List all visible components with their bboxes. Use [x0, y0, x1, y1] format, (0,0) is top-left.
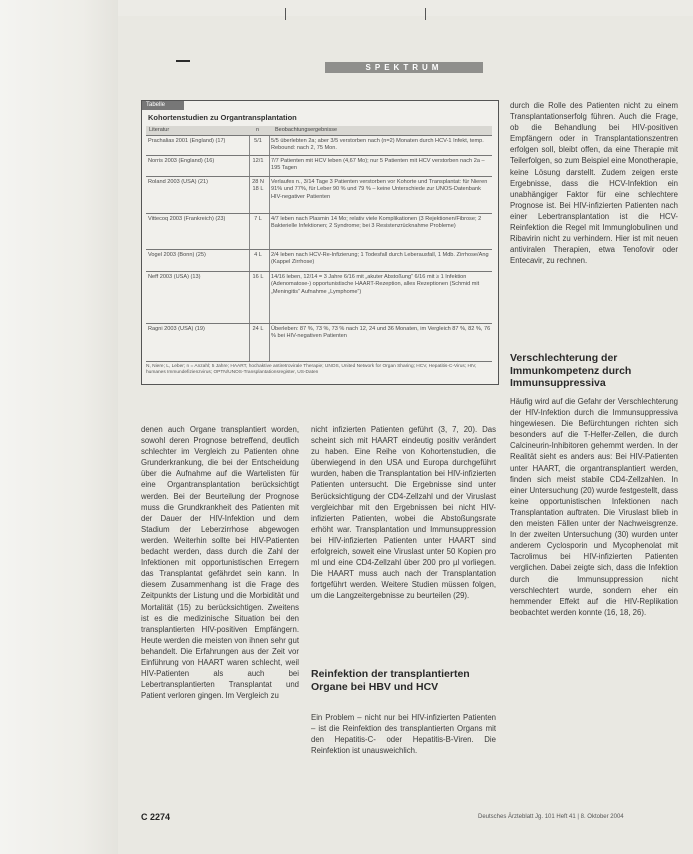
body-text-right: Häufig wird auf die Gefahr der Verschlechterung der HIV-Infektion durch die Immunsuppressiva hingewiesen. Die Befürchtungen richten sich besonders auf die T-Helfer-Zellen, die durch Calcineurin-Inhibitoren gehemmt werden. In der Realität sieht es anders aus: Bei HIV-Patienten unter HAART, die organtransplantiert werden, finden sich meist stabile CD4-Zellzahlen. In einer Untersuchung (20) wurde festgestellt, dass keine opportunistischen Infektionen nach Transplantation auftraten. Die Viruslast blieb in den meisten Fällen unter der Nachweisgrenze. In der zweiten Untersuchung (30) wurden unter anderem Cyclosporin und Mycophenolat mit Tacrolimus bei HIV-infizierten Patienten verglichen. Dabei zeigte sich, dass die Infektion durch die Immunsuppression nicht verschlechtert wurde, sondern eher ein hemmender Effekt auf die HIV-Replikation beobachtet werden konnte (16, 18, 26). [510, 397, 678, 617]
row-n: 12/1 [252, 158, 264, 164]
row-n: 4 L [254, 252, 262, 258]
row-literature: Roland 2003 (USA) (21) [148, 179, 209, 185]
body-text-left: denen auch Organe transplantiert worden, sowohl deren Prognose betreffend, deutlich schlechter im Vergleich zu Patienten ohne Grunderkrankung, die bei der Entscheidung über die Aufnahme auf die Wartelisten für eine Organtransplantation berücksichtigt werden. Bei der Beurteilung der Prognose muss die Grundkrankheit des Patienten mit der Dauer der HIV-Infektion und dem Stadium der Leberzirrhose abgewogen werden. Weiterhin sollte bei HIV-Patienten bedacht werden, dass durch die Zahl der Infektionen mit opportunistischen Erregern das Transplantat gefährdet sein kann. In diesem Zusammenhang ist die Frage des Zeitpunkts der Listung und die Morbidität und Mortalität (15) zu berücksichtigen. Zweitens ist es die medizinische Situation bei den transplantierten HIV-positiven Empfängern. Heute werden die meisten von ihnen sehr gut behandelt. Die Erfahrungen aus der Zeit vor Einführung von HAART waren schlecht, weil HIV-Patienten als auch bei Lebertransplantierten Transplantat und Patient verloren gingen. Im Vergleich zu [141, 425, 299, 701]
body-text-middle: nicht infizierten Patienten geführt (3, 7, 20). Das scheint sich mit HAART eindeutig positiv verändert zu haben. Eine Reihe von Kohortenstudien, die überwiegend in den USA und Europa durchgeführt wurden, haben die Transplantation bei HIV-infizierten Patienten untersucht. Die Ergebnisse sind unter Berücksichtigung der CD4-Zellzahl und der Viruslast vergleichbar mit den Ergebnissen bei nicht HIV-infizierten Patienten, wobei die Abstoßungsrate erhöht war. Transplantation und Immunsuppression bei HIV-infizierten Patienten unter HAART sind erfolgreich, soweit eine Viruslast unter 50 Kopien pro ml und eine CD4-Zellzahl über 200 pro µl vorliegen. Die HAART muss auch nach der Transplantation fortgeführt werden. Weitere Studien müssen folgen, um die Langzeitergebnisse zu beurteilen (29). [311, 425, 496, 601]
table-header [146, 126, 492, 135]
row-result: 14/16 leben, 12/14 = 3 Jahre 6/16 mit „akuter Abstoßung“ 6/16 mit ≥ 1 Infektion (Adenomatose-) opportunistische HAART-Rezeption, alles Rezeptionen (Schmid mit „Meningitis“ Aufnahme „Lymphome“) [271, 274, 480, 295]
row-result: 7/7 Patienten mit HCV leben (4,67 Mo); nur 5 Patienten mit HCV verstorben nach 2a – 195 Tagen [271, 158, 485, 172]
row-literature: Norris 2003 (England) (16) [148, 158, 215, 164]
row-literature: Neff 2003 (USA) (13) [148, 274, 201, 280]
col-header-n: n [256, 127, 260, 133]
row-result: 2/4 leben nach HCV-Re-Infizierung; 1 Todesfall durch Leberausfall, 1 Mdb. Zirrhose/Ang (Kappel Zirrhose) [271, 252, 489, 266]
crop-mark [425, 8, 426, 20]
table-row [146, 249, 492, 272]
table-row [146, 323, 492, 362]
table-footnote: N, Niere; L, Leber; n = Anzahl; 5 Jahre; HAART, hochaktive antiretrovirale Therapie; UNOS, United Network for Organ Sharing; HCV, Hepatitis-C-Virus; HIV, humanes Immundefizienzvirus; OPTN/UNOS-Transplantationsregister, US-Daten [146, 361, 492, 376]
row-literature: Prachalias 2001 (England) (17) [148, 138, 226, 144]
body-text-right-top: durch die Rolle des Patienten nicht zu einem Transplantationserfolg führen. Auch die Frage, ob die Behandlung bei HIV-positiven Empfängern oder in Transplantationszentren erfolgen soll, bleibt offen, da eine Therapie mit Teilerfolgen, so zum Beispiel eine Monotherapie, keine Lösung darstellt. Zudem zeigen erste Ergebnisse, dass die HCV-Infektion ein unabhängiger Faktor für eine schlechtere Prognose ist. Bei HIV-infizierten Patienten nach einer Lebertransplantation ist die HCV-Reinfektion die Regel mit Immunglobulinen und Ribavirin nicht zu verhindern. Hier ist mit neuen antiviralen Therapien, etwa Tenofovir oder Entecavir, zu rechnen. [510, 101, 678, 266]
row-n: 5/1 [254, 138, 262, 144]
journal-footer: Deutsches Ärzteblatt Jg. 101 Heft 41 | 8. Oktober 2004 [478, 814, 624, 820]
col-header-results: Beobachtungsergebnisse [275, 127, 338, 133]
section-header: SPEKTRUM [325, 62, 483, 73]
row-n: 28 N 18 L [252, 179, 264, 193]
row-literature: Ragni 2003 (USA) (19) [148, 326, 205, 332]
table-row [146, 155, 492, 177]
row-literature: Vittecoq 2003 (Frankreich) (23) [148, 216, 226, 222]
row-literature: Vogel 2003 (Bonn) (25) [148, 252, 206, 258]
row-result: 5/5 überlebten 2a; aber 3/5 verstorben nach (n=2) Monaten durch HCV-1 Infekt, temp. Rebound: nach 2, 75 Mon. [271, 138, 484, 152]
page-gutter [0, 0, 118, 854]
section-heading-reinfektion: Reinfektion der transplantierten Organe bei HBV und HCV [311, 668, 470, 693]
crop-mark [285, 8, 286, 20]
page-number: C 2274 [141, 812, 171, 822]
row-n: 24 L [252, 326, 264, 332]
table-row [146, 135, 492, 156]
row-result: Überleben: 87 %, 73 %, 73 % nach 12, 24 und 36 Monaten, im Vergleich 87 %, 82 %, 76 % bei HIV-negativen Patienten [271, 326, 491, 340]
table-row [146, 176, 492, 214]
row-result: Verlaufes n., 3/14 Tage 3 Patienten verstorben vor Kohorte und Transplantat: für Nieren 91% und 77%, für Leber 90 % und 79 % – keine Unterschiede zur UNOS-Datenbank HIV-negativer Patienten [271, 179, 488, 200]
cohort-table [141, 100, 499, 385]
row-n: 7 L [254, 216, 262, 222]
table-row [146, 271, 492, 324]
body-text-middle-bottom: Ein Problem – nicht nur bei HIV-infizierten Patienten – ist die Reinfektion des transplantierten Organs mit den Hepatitis-C- oder Hepatitis-B-Viren. Die Reinfektion ist unausweichlich. [311, 713, 496, 756]
row-result: 4/7 leben nach Plasmin 14 Mo; relativ viele Komplikationen (3 Rejektionen/Fibrose; 2 Bakterielle Infektionen; 2 Syndrome; bei 3 Resistenzrücknahme Probleme) [271, 216, 482, 230]
col-header-literature: Literatur [149, 127, 170, 133]
row-n: 16 L [252, 274, 264, 280]
table-row [146, 213, 492, 250]
section-heading-immunkompetenz: Verschlechterung der Immunkompetenz durch Immunsuppressiva [510, 352, 632, 389]
table-title: Kohortenstudien zu Organtransplantation [148, 113, 297, 122]
table-label: Tabelle [142, 101, 184, 110]
header-rule [176, 60, 190, 62]
